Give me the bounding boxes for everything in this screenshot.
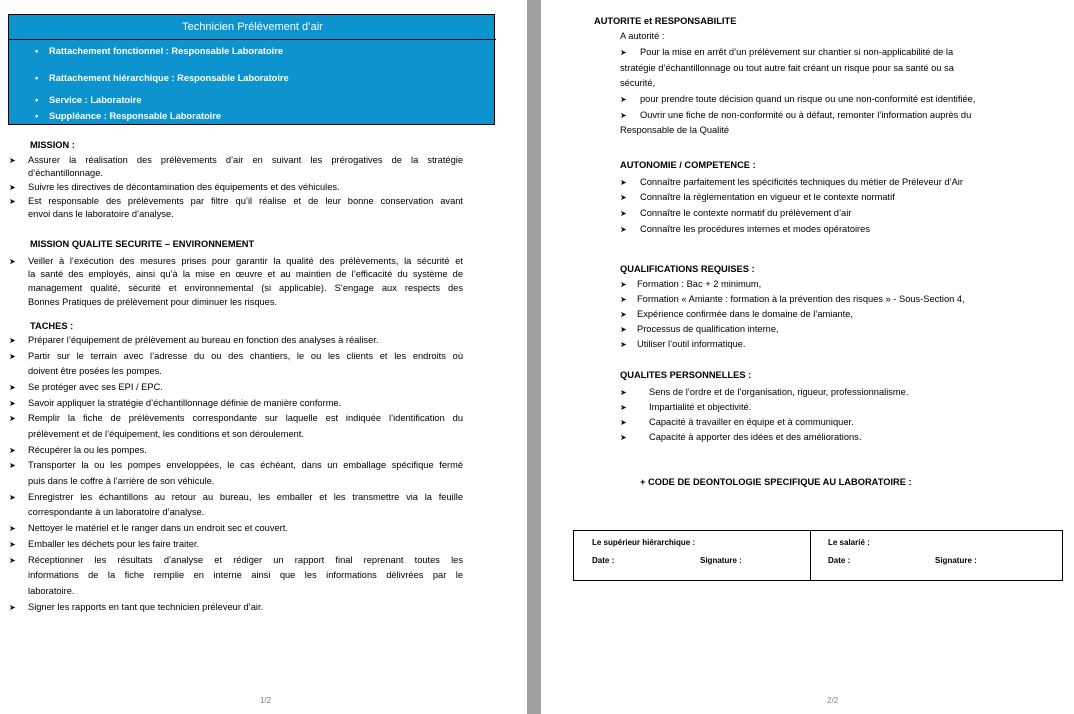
taches-line: Récupérer la ou les pompes.	[28, 445, 147, 455]
arrow-bullet-icon: ➤	[9, 556, 16, 565]
job-header-box	[8, 14, 495, 125]
autonomie-line: Connaître parfaitement les spécificités techniques du métier de Préleveur d’Air	[640, 177, 963, 187]
taches-line: Remplir la fiche de prélèvements correspondante sur laquelle est indiquée l’identification du	[28, 413, 463, 423]
taches-title: TACHES :	[30, 321, 74, 331]
arrow-bullet-icon: ➤	[9, 493, 16, 502]
qualites-line: Sens de l’ordre et de l’organisation, rigueur, professionnalisme.	[649, 387, 909, 397]
autorite-line: stratégie d’échantillonnage ou tout autre fait créant un risque pour sa santé ou sa	[620, 63, 954, 73]
autonomie-title: AUTONOMIE / COMPETENCE :	[620, 160, 756, 170]
page-number: 2/2	[827, 696, 839, 705]
qualifications-line: Processus de qualification interne,	[637, 324, 779, 334]
arrow-bullet-icon: ➤	[9, 352, 16, 361]
arrow-bullet-icon: ➤	[620, 310, 627, 319]
taches-line: Signer les rapports en tant que technicien préleveur d’air.	[28, 602, 264, 612]
qualifications-line: Expérience confirmée dans le domaine de l’amiante,	[637, 309, 854, 319]
arrow-bullet-icon: ➤	[9, 183, 16, 192]
header-item: • Suppléance : Responsable Laboratoire	[49, 111, 221, 121]
arrow-bullet-icon: ➤	[620, 340, 627, 349]
autorite-line: Pour la mise en arrêt d’un prélèvement sur chantier si non-applicabilité de la	[640, 47, 954, 57]
arrow-bullet-icon: ➤	[620, 295, 627, 304]
qualifications-line: Formation : Bac + 2 minimum,	[637, 279, 762, 289]
arrow-bullet-icon: ➤	[9, 446, 16, 455]
arrow-bullet-icon: ➤	[9, 336, 16, 345]
mqse-line: Bonnes Pratiques de prélèvement pour diminuer les risques.	[28, 297, 278, 307]
taches-line: Savoir appliquer la stratégie d’échantillonnage définie de manière conforme.	[28, 398, 342, 408]
qualites-line: Capacité à apporter des idées et des améliorations.	[649, 432, 862, 442]
qualites-line: Capacité à travailler en équipe et à communiquer.	[649, 417, 854, 427]
mission-title: MISSION :	[30, 140, 75, 150]
taches-line: puis dans le coffre à l’arrière de son véhicule.	[28, 476, 215, 486]
arrow-bullet-icon: ➤	[620, 280, 627, 289]
arrow-bullet-icon: ➤	[620, 418, 627, 427]
superior-date-label: Date :	[592, 556, 615, 565]
qualifications-line: Formation « Amiante : formation à la prévention des risques » - Sous-Section 4,	[637, 294, 965, 304]
arrow-bullet-icon: ➤	[620, 225, 627, 234]
autonomie-line: Connaître les procédures internes et modes opératoires	[640, 224, 870, 234]
page-1	[0, 0, 527, 714]
arrow-bullet-icon: ➤	[620, 111, 627, 120]
mission-line: Assurer la réalisation des prélèvements d’air en suivant les prérogatives de la stratégie	[28, 155, 463, 165]
header-item: • Service : Laboratoire	[49, 95, 142, 105]
mqse-line: Veiller à l’exécution des mesures prises pour garantir la qualité des prélèvements, la sécurité et	[28, 256, 463, 266]
arrow-bullet-icon: ➤	[9, 383, 16, 392]
arrow-bullet-icon: ➤	[9, 603, 16, 612]
superior-signature-label: Signature :	[700, 556, 742, 565]
qualites-line: Impartialité et objectivité.	[649, 402, 752, 412]
arrow-bullet-icon: ➤	[9, 524, 16, 533]
arrow-bullet-icon: ➤	[620, 209, 627, 218]
autonomie-line: Connaître le contexte normatif du prélèvement d’air	[640, 208, 852, 218]
page-2	[541, 0, 1074, 714]
arrow-bullet-icon: ➤	[9, 257, 16, 266]
taches-line: Réceptionner les résultats d’analyse et rédiger un rapport final reprenant toutes les	[28, 555, 463, 565]
autorite-line: sécurité,	[620, 78, 656, 88]
taches-line: Préparer l’équipement de prélèvement au bureau en fonction des analyses à réaliser.	[28, 335, 379, 345]
taches-line: laboratoire.	[28, 586, 75, 596]
arrow-bullet-icon: ➤	[9, 399, 16, 408]
autorite-line: Ouvrir une fiche de non-conformité ou à défaut, remonter l’information auprès du	[640, 110, 972, 120]
arrow-bullet-icon: ➤	[620, 403, 627, 412]
mission-line: envoi dans le laboratoire d’analyse.	[28, 209, 174, 219]
job-title: Technicien Prélèvement d’air	[9, 15, 496, 40]
taches-line: Se protéger avec ses EPI / EPC.	[28, 382, 163, 392]
taches-line: prélèvement et de l’équipement, les conditions et son déroulement.	[28, 429, 304, 439]
mission-line: Est responsable des prélèvements par filtre qu’il réalise et de leur bonne conservation avant	[28, 196, 463, 206]
qualifications-line: Utiliser l’outil informatique.	[637, 339, 746, 349]
autorite-title: AUTORITE et RESPONSABILITE	[594, 16, 737, 26]
autorite-intro: A autorité :	[620, 31, 665, 41]
employee-label: Le salarié :	[828, 538, 870, 547]
superior-label: Le supérieur hiérarchique :	[592, 538, 696, 547]
arrow-bullet-icon: ➤	[9, 156, 16, 165]
arrow-bullet-icon: ➤	[9, 540, 16, 549]
header-item: • Rattachement fonctionnel : Responsable Laboratoire	[49, 46, 283, 56]
arrow-bullet-icon: ➤	[620, 48, 627, 57]
arrow-bullet-icon: ➤	[620, 95, 627, 104]
qualifications-title: QUALIFICATIONS REQUISES :	[620, 264, 755, 274]
mission-line: Suivre les directives de décontamination des équipements et des véhicules.	[28, 182, 340, 192]
page-number: 1/2	[260, 696, 272, 705]
employee-date-label: Date :	[828, 556, 851, 565]
signature-table	[573, 530, 1063, 581]
taches-line: doivent être posées les pompes.	[28, 366, 162, 376]
arrow-bullet-icon: ➤	[620, 178, 627, 187]
qualites-title: QUALITES PERSONNELLES :	[620, 370, 752, 380]
header-item: • Rattachement hiérarchique : Responsable Laboratoire	[49, 73, 289, 83]
code-deontologie: + CODE DE DEONTOLOGIE SPECIFIQUE AU LABORATOIRE :	[640, 477, 912, 487]
arrow-bullet-icon: ➤	[620, 388, 627, 397]
mqse-line: management qualité, sécurité et environnemental (si applicable). S’engage aux respects des	[28, 283, 463, 293]
arrow-bullet-icon: ➤	[620, 433, 627, 442]
mission-line: d’échantillonnage.	[28, 168, 103, 178]
arrow-bullet-icon: ➤	[9, 414, 16, 423]
arrow-bullet-icon: ➤	[620, 193, 627, 202]
autonomie-line: Connaître la réglementation en vigueur et le contexte normatif	[640, 192, 895, 202]
taches-line: Enregistrer les échantillons au retour au bureau, les emballer et les transmettre via la feuille	[28, 492, 463, 502]
arrow-bullet-icon: ➤	[9, 197, 16, 206]
taches-line: informations de la fiche remplie en interne ainsi que les informations délivrées par le	[28, 570, 463, 580]
taches-line: Emballer les déchets pour les faire traiter.	[28, 539, 200, 549]
autorite-line: Responsable de la Qualité	[620, 125, 730, 135]
arrow-bullet-icon: ➤	[620, 325, 627, 334]
autorite-line: pour prendre toute décision quand un risque ou une non-conformité est identifiée,	[640, 94, 976, 104]
employee-signature-label: Signature :	[935, 556, 977, 565]
taches-line: correspondante à un laboratoire d’analyse.	[28, 507, 205, 517]
taches-line: Transporter la ou les pompes enveloppées, le cas échéant, dans un emballage spécifique fermé	[28, 460, 463, 470]
mqse-title: MISSION QUALITE SECURITE – ENVIRONNEMENT	[30, 239, 255, 249]
arrow-bullet-icon: ➤	[9, 461, 16, 470]
mqse-line: la santé des employés, ainsi qu’à la mise en œuvre et au maintien de l’efficacité du système de	[28, 269, 463, 279]
signature-divider	[810, 531, 811, 580]
taches-line: Partir sur le terrain avec l’adresse du ou des chantiers, le ou les clients et les endroits où	[28, 351, 463, 361]
taches-line: Nettoyer le matériel et le ranger dans un endroit sec et couvert.	[28, 523, 288, 533]
